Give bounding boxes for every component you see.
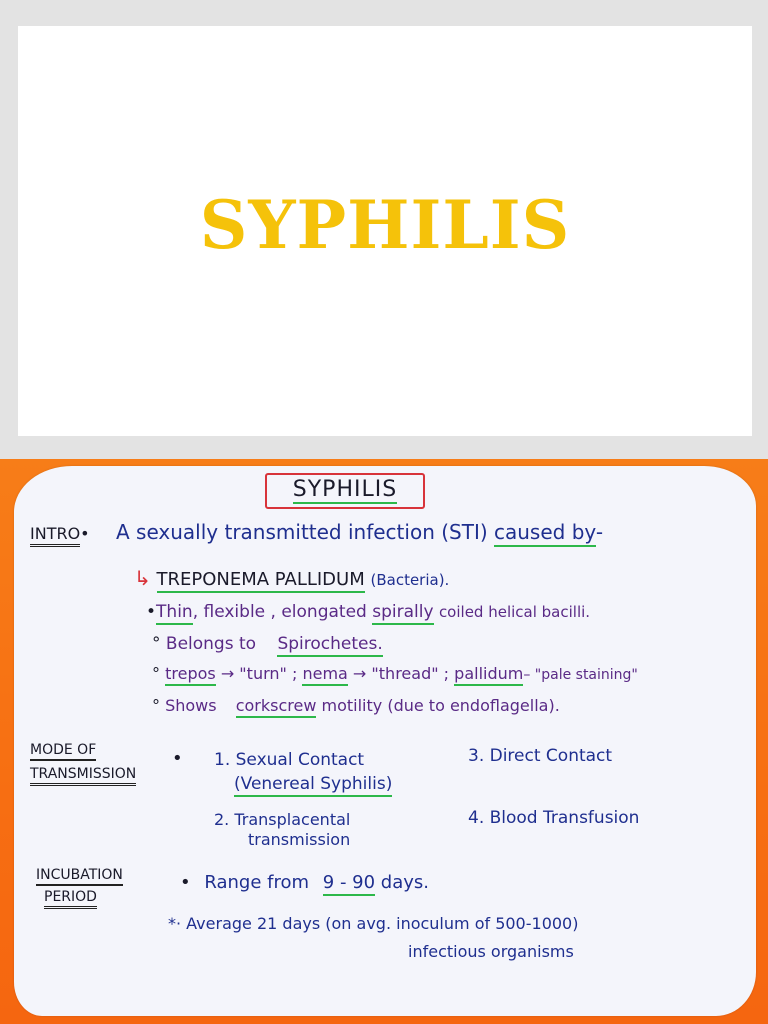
transmission-item-4: 4. Blood Transfusion — [468, 808, 640, 828]
transmission-item-1-b: (Venereal Syphilis) — [234, 774, 392, 797]
bullet-1-b: , flexible , elongated — [192, 602, 367, 622]
transmission-item-1 — [214, 748, 392, 796]
intro-text: A sexually transmitted infection (STI) — [116, 520, 488, 544]
intro-label-wrap: INTRO• — [30, 524, 90, 543]
bullet-3-e: pallidum — [454, 664, 523, 686]
transmission-label — [30, 738, 136, 786]
transmission-item-2 — [214, 810, 350, 850]
note-heading: SYPHILIS — [292, 477, 398, 502]
bullet-3: ° trepos → "turn" ; nema → "thread" ; pallidum– "pale staining" — [152, 664, 638, 683]
bullet-1: •Thin, flexible , elongated spirally coiled helical bacilli. — [146, 602, 590, 622]
incubation-label-1: INCUBATION — [36, 867, 123, 886]
bullet-3-b: → "turn" ; — [220, 664, 298, 683]
intro-caused-by: caused by — [494, 520, 596, 547]
transmission-bullet: • — [172, 748, 183, 769]
incubation-range-b: 9 - 90 — [323, 872, 375, 896]
bullet-2: ° Belongs to Spirochetes. — [152, 634, 383, 654]
title-card — [18, 26, 752, 436]
incubation-average-2: infectious organisms — [408, 942, 574, 961]
incubation-range-c: days. — [380, 872, 430, 893]
bullet-4-a: Shows — [165, 696, 217, 715]
bullet-4-b: corkscrew — [236, 696, 317, 718]
intro-line: A sexually transmitted infection (STI) caused by- — [116, 520, 603, 544]
transmission-label-2: TRANSMISSION — [30, 766, 136, 786]
transmission-item-2-b: transmission — [248, 830, 351, 849]
incubation-range-a: Range from — [204, 872, 310, 893]
bullet-1-a: Thin — [156, 602, 193, 625]
transmission-label-1: MODE OF — [30, 742, 96, 761]
incubation-label-2: PERIOD — [44, 889, 97, 909]
title-heading: SYPHILIS — [199, 186, 571, 264]
intro-label: INTRO — [30, 524, 80, 547]
incubation-average: *· Average 21 days (on avg. inoculum of 500-1000) — [168, 914, 579, 933]
organism-name: TREPONEMA PALLIDUM — [157, 569, 365, 593]
red-arrow-icon: ↳ — [134, 566, 151, 590]
note-heading-box — [265, 473, 425, 509]
transmission-item-2-a: 2. Transplacental — [214, 810, 351, 829]
incubation-label — [36, 864, 123, 908]
bullet-2-a: Belongs to — [165, 634, 257, 654]
bullet-3-d: → "thread" ; — [352, 664, 450, 683]
transmission-item-1-a: 1. Sexual Contact — [214, 750, 365, 770]
organism-line — [134, 566, 449, 590]
bullet-1-c: spirally — [372, 602, 433, 625]
transmission-item-3: 3. Direct Contact — [468, 746, 613, 766]
bullet-4: ° Shows corkscrew motility (due to endoflagella). — [152, 696, 560, 715]
bullet-3-f: – "pale staining" — [523, 667, 638, 683]
bullet-2-b: Spirochetes. — [277, 634, 382, 657]
organism-note: (Bacteria). — [370, 571, 450, 589]
bullet-4-c: motility (due to endoflagella). — [321, 696, 560, 715]
bullet-3-a: trepos — [165, 664, 216, 686]
bullet-3-c: nema — [302, 664, 347, 686]
bullet-1-d: coiled helical bacilli. — [438, 603, 591, 621]
incubation-range: • Range from 9 - 90 days. — [180, 872, 429, 893]
